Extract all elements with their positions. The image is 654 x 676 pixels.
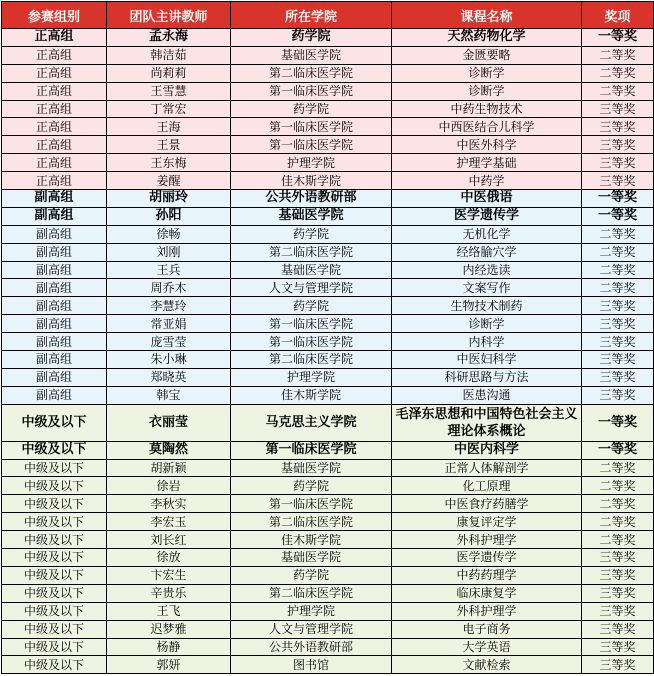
- table-row: [2, 29, 654, 47]
- cell-award: 一等奖: [582, 190, 654, 208]
- cell-award: 二等奖: [582, 531, 654, 549]
- cell-group: 副高组: [2, 190, 107, 208]
- cell-course: 无机化学: [392, 225, 582, 243]
- cell-award: 三等奖: [582, 172, 654, 190]
- cell-award: 三等奖: [582, 118, 654, 136]
- cell-teacher: 尚莉莉: [107, 64, 231, 82]
- cell-college: 佳木斯学院: [231, 386, 392, 404]
- cell-award: 二等奖: [582, 82, 654, 100]
- cell-teacher: 莫陶然: [107, 441, 231, 459]
- cell-award: 三等奖: [582, 333, 654, 351]
- cell-college: 公共外语教研部: [231, 190, 392, 208]
- cell-teacher: 辛贵乐: [107, 584, 231, 602]
- cell-award: 三等奖: [582, 368, 654, 386]
- header-teacher: 团队主讲教师: [107, 2, 231, 29]
- cell-course: 诊断学: [392, 82, 582, 100]
- cell-college: 图书馆: [231, 656, 392, 674]
- cell-group: 中级及以下: [2, 495, 107, 513]
- cell-award: 二等奖: [582, 477, 654, 495]
- table-row: [2, 154, 654, 172]
- cell-college: 第二临床医学院: [231, 243, 392, 261]
- cell-teacher: 杨静: [107, 638, 231, 656]
- cell-group: 中级及以下: [2, 638, 107, 656]
- cell-college: 药学院: [231, 100, 392, 118]
- cell-award: 二等奖: [582, 459, 654, 477]
- cell-course: 金匮要略: [392, 46, 582, 64]
- cell-group: 副高组: [2, 368, 107, 386]
- cell-college: 药学院: [231, 566, 392, 584]
- cell-teacher: 迟梦雅: [107, 620, 231, 638]
- cell-college: 基础医学院: [231, 207, 392, 225]
- cell-course: 中医内科学: [392, 441, 582, 459]
- cell-teacher: 丁常宏: [107, 100, 231, 118]
- table-row: [2, 136, 654, 154]
- cell-teacher: 庞雪莹: [107, 333, 231, 351]
- cell-course: 外科护理学: [392, 602, 582, 620]
- cell-college: 马克思主义学院: [231, 404, 392, 441]
- cell-teacher: 徐岩: [107, 477, 231, 495]
- cell-teacher: 王景: [107, 136, 231, 154]
- table-row: [2, 602, 654, 620]
- cell-teacher: 卞宏生: [107, 566, 231, 584]
- cell-course: 中医俄语: [392, 190, 582, 208]
- cell-group: 副高组: [2, 225, 107, 243]
- cell-course: 医患沟通: [392, 386, 582, 404]
- cell-college: 药学院: [231, 29, 392, 47]
- cell-group: 副高组: [2, 333, 107, 351]
- header-group: 参赛组别: [2, 2, 107, 29]
- cell-course: 内经选读: [392, 261, 582, 279]
- cell-group: 正高组: [2, 154, 107, 172]
- header-course: 课程名称: [392, 2, 582, 29]
- cell-award: 二等奖: [582, 243, 654, 261]
- cell-course: 康复评定学: [392, 513, 582, 531]
- cell-award: 二等奖: [582, 279, 654, 297]
- cell-teacher: 姜醒: [107, 172, 231, 190]
- cell-award: 二等奖: [582, 495, 654, 513]
- cell-teacher: 韩宝: [107, 386, 231, 404]
- cell-course: 护理学基础: [392, 154, 582, 172]
- table-row: [2, 190, 654, 208]
- cell-group: 正高组: [2, 172, 107, 190]
- cell-award: 二等奖: [582, 225, 654, 243]
- cell-award: 二等奖: [582, 64, 654, 82]
- cell-award: 三等奖: [582, 351, 654, 369]
- table-row: [2, 656, 654, 674]
- table-row: [2, 172, 654, 190]
- table-row: [2, 207, 654, 225]
- cell-teacher: 刘长红: [107, 531, 231, 549]
- cell-group: 正高组: [2, 64, 107, 82]
- cell-group: 正高组: [2, 100, 107, 118]
- table-row: [2, 477, 654, 495]
- cell-award: 三等奖: [582, 656, 654, 674]
- cell-college: 药学院: [231, 297, 392, 315]
- cell-group: 中级及以下: [2, 602, 107, 620]
- cell-group: 中级及以下: [2, 404, 107, 441]
- cell-group: 正高组: [2, 29, 107, 47]
- cell-award: 二等奖: [582, 46, 654, 64]
- table-row: [2, 261, 654, 279]
- cell-college: 护理学院: [231, 154, 392, 172]
- cell-college: 第二临床医学院: [231, 584, 392, 602]
- cell-college: 护理学院: [231, 368, 392, 386]
- cell-college: 第一临床医学院: [231, 333, 392, 351]
- cell-award: 三等奖: [582, 154, 654, 172]
- cell-group: 副高组: [2, 243, 107, 261]
- cell-teacher: 衣丽莹: [107, 404, 231, 441]
- table-row: [2, 46, 654, 64]
- cell-college: 第二临床医学院: [231, 351, 392, 369]
- cell-college: 第一临床医学院: [231, 495, 392, 513]
- cell-college: 第二临床医学院: [231, 513, 392, 531]
- cell-college: 药学院: [231, 225, 392, 243]
- cell-group: 正高组: [2, 46, 107, 64]
- awards-table: [1, 1, 654, 674]
- cell-college: 药学院: [231, 477, 392, 495]
- cell-award: 三等奖: [582, 638, 654, 656]
- table-row: [2, 333, 654, 351]
- table-row: [2, 459, 654, 477]
- cell-group: 中级及以下: [2, 620, 107, 638]
- header-row: [2, 2, 654, 29]
- cell-teacher: 孙阳: [107, 207, 231, 225]
- cell-college: 人文与管理学院: [231, 279, 392, 297]
- cell-course: 文案写作: [392, 279, 582, 297]
- cell-course: 中药药理学: [392, 566, 582, 584]
- table-row: [2, 243, 654, 261]
- table-row: [2, 82, 654, 100]
- cell-teacher: 常亚娟: [107, 315, 231, 333]
- cell-teacher: 徐畅: [107, 225, 231, 243]
- cell-group: 正高组: [2, 82, 107, 100]
- cell-college: 第一临床医学院: [231, 136, 392, 154]
- cell-teacher: 郑晓英: [107, 368, 231, 386]
- cell-college: 护理学院: [231, 602, 392, 620]
- cell-award: 三等奖: [582, 602, 654, 620]
- cell-teacher: 李秋实: [107, 495, 231, 513]
- cell-college: 佳木斯学院: [231, 531, 392, 549]
- table-row: [2, 351, 654, 369]
- table-row: [2, 315, 654, 333]
- cell-college: 基础医学院: [231, 459, 392, 477]
- cell-college: 第二临床医学院: [231, 64, 392, 82]
- cell-course: 中医食疗药膳学: [392, 495, 582, 513]
- cell-college: 第一临床医学院: [231, 441, 392, 459]
- cell-group: 正高组: [2, 118, 107, 136]
- cell-group: 中级及以下: [2, 531, 107, 549]
- table-row: [2, 118, 654, 136]
- cell-award: 三等奖: [582, 315, 654, 333]
- cell-teacher: 王飞: [107, 602, 231, 620]
- cell-award: 一等奖: [582, 207, 654, 225]
- cell-course: 经络腧穴学: [392, 243, 582, 261]
- cell-course: 中医外科学: [392, 136, 582, 154]
- cell-course: 文献检索: [392, 656, 582, 674]
- table-body: [2, 29, 654, 674]
- table-row: [2, 549, 654, 567]
- cell-group: 副高组: [2, 207, 107, 225]
- cell-course: 内科学: [392, 333, 582, 351]
- cell-award: 三等奖: [582, 584, 654, 602]
- table-row: [2, 100, 654, 118]
- cell-group: 副高组: [2, 279, 107, 297]
- table-row: [2, 404, 654, 441]
- cell-group: 中级及以下: [2, 549, 107, 567]
- cell-course: 中药生物技术: [392, 100, 582, 118]
- cell-group: 副高组: [2, 386, 107, 404]
- header-award: 奖项: [582, 2, 654, 29]
- cell-course: 毛泽东思想和中国特色社会主义理论体系概论: [392, 404, 582, 441]
- table-row: [2, 531, 654, 549]
- cell-teacher: 孟永海: [107, 29, 231, 47]
- cell-award: 三等奖: [582, 100, 654, 118]
- table-row: [2, 495, 654, 513]
- cell-course: 中西医结合儿科学: [392, 118, 582, 136]
- cell-group: 副高组: [2, 351, 107, 369]
- cell-course: 外科护理学: [392, 531, 582, 549]
- cell-course: 诊断学: [392, 64, 582, 82]
- cell-group: 中级及以下: [2, 459, 107, 477]
- cell-award: 一等奖: [582, 29, 654, 47]
- cell-teacher: 王东梅: [107, 154, 231, 172]
- cell-teacher: 韩洁茹: [107, 46, 231, 64]
- cell-course: 生物技术制药: [392, 297, 582, 315]
- cell-college: 人文与管理学院: [231, 620, 392, 638]
- cell-group: 中级及以下: [2, 584, 107, 602]
- table-row: [2, 513, 654, 531]
- cell-award: 二等奖: [582, 261, 654, 279]
- table-row: [2, 638, 654, 656]
- cell-group: 中级及以下: [2, 513, 107, 531]
- cell-college: 第一临床医学院: [231, 82, 392, 100]
- cell-award: 二等奖: [582, 513, 654, 531]
- table-row: [2, 566, 654, 584]
- cell-course: 中医妇科学: [392, 351, 582, 369]
- cell-teacher: 胡丽玲: [107, 190, 231, 208]
- cell-course: 大学英语: [392, 638, 582, 656]
- cell-college: 第一临床医学院: [231, 315, 392, 333]
- cell-group: 副高组: [2, 261, 107, 279]
- table-row: [2, 441, 654, 459]
- cell-award: 三等奖: [582, 620, 654, 638]
- header-college: 所在学院: [231, 2, 392, 29]
- cell-teacher: 徐放: [107, 549, 231, 567]
- cell-award: 三等奖: [582, 566, 654, 584]
- table-row: [2, 297, 654, 315]
- cell-teacher: 王兵: [107, 261, 231, 279]
- cell-course: 医学遗传学: [392, 207, 582, 225]
- table-row: [2, 279, 654, 297]
- cell-group: 中级及以下: [2, 441, 107, 459]
- cell-course: 化工原理: [392, 477, 582, 495]
- cell-course: 医学遗传学: [392, 549, 582, 567]
- cell-award: 三等奖: [582, 549, 654, 567]
- cell-course: 临床康复学: [392, 584, 582, 602]
- cell-course: 天然药物化学: [392, 29, 582, 47]
- cell-college: 基础医学院: [231, 46, 392, 64]
- cell-teacher: 郭妍: [107, 656, 231, 674]
- cell-group: 正高组: [2, 136, 107, 154]
- table-row: [2, 225, 654, 243]
- cell-award: 三等奖: [582, 297, 654, 315]
- cell-college: 公共外语教研部: [231, 638, 392, 656]
- cell-teacher: 李慧玲: [107, 297, 231, 315]
- cell-teacher: 王雪慧: [107, 82, 231, 100]
- table-row: [2, 368, 654, 386]
- cell-college: 佳木斯学院: [231, 172, 392, 190]
- cell-college: 第一临床医学院: [231, 118, 392, 136]
- table-row: [2, 64, 654, 82]
- cell-course: 诊断学: [392, 315, 582, 333]
- cell-group: 副高组: [2, 297, 107, 315]
- cell-course: 电子商务: [392, 620, 582, 638]
- cell-teacher: 周乔木: [107, 279, 231, 297]
- cell-college: 基础医学院: [231, 261, 392, 279]
- cell-teacher: 李宏玉: [107, 513, 231, 531]
- cell-award: 三等奖: [582, 136, 654, 154]
- cell-teacher: 王海: [107, 118, 231, 136]
- cell-group: 中级及以下: [2, 566, 107, 584]
- cell-award: 一等奖: [582, 404, 654, 441]
- cell-award: 一等奖: [582, 441, 654, 459]
- cell-award: 三等奖: [582, 386, 654, 404]
- cell-teacher: 朱小琳: [107, 351, 231, 369]
- cell-college: 基础医学院: [231, 549, 392, 567]
- cell-course: 中药学: [392, 172, 582, 190]
- cell-group: 中级及以下: [2, 656, 107, 674]
- table-row: [2, 620, 654, 638]
- cell-teacher: 刘刚: [107, 243, 231, 261]
- table-row: [2, 386, 654, 404]
- cell-course: 正常人体解剖学: [392, 459, 582, 477]
- cell-group: 副高组: [2, 315, 107, 333]
- cell-group: 中级及以下: [2, 477, 107, 495]
- cell-teacher: 胡新颖: [107, 459, 231, 477]
- cell-course: 科研思路与方法: [392, 368, 582, 386]
- table-row: [2, 584, 654, 602]
